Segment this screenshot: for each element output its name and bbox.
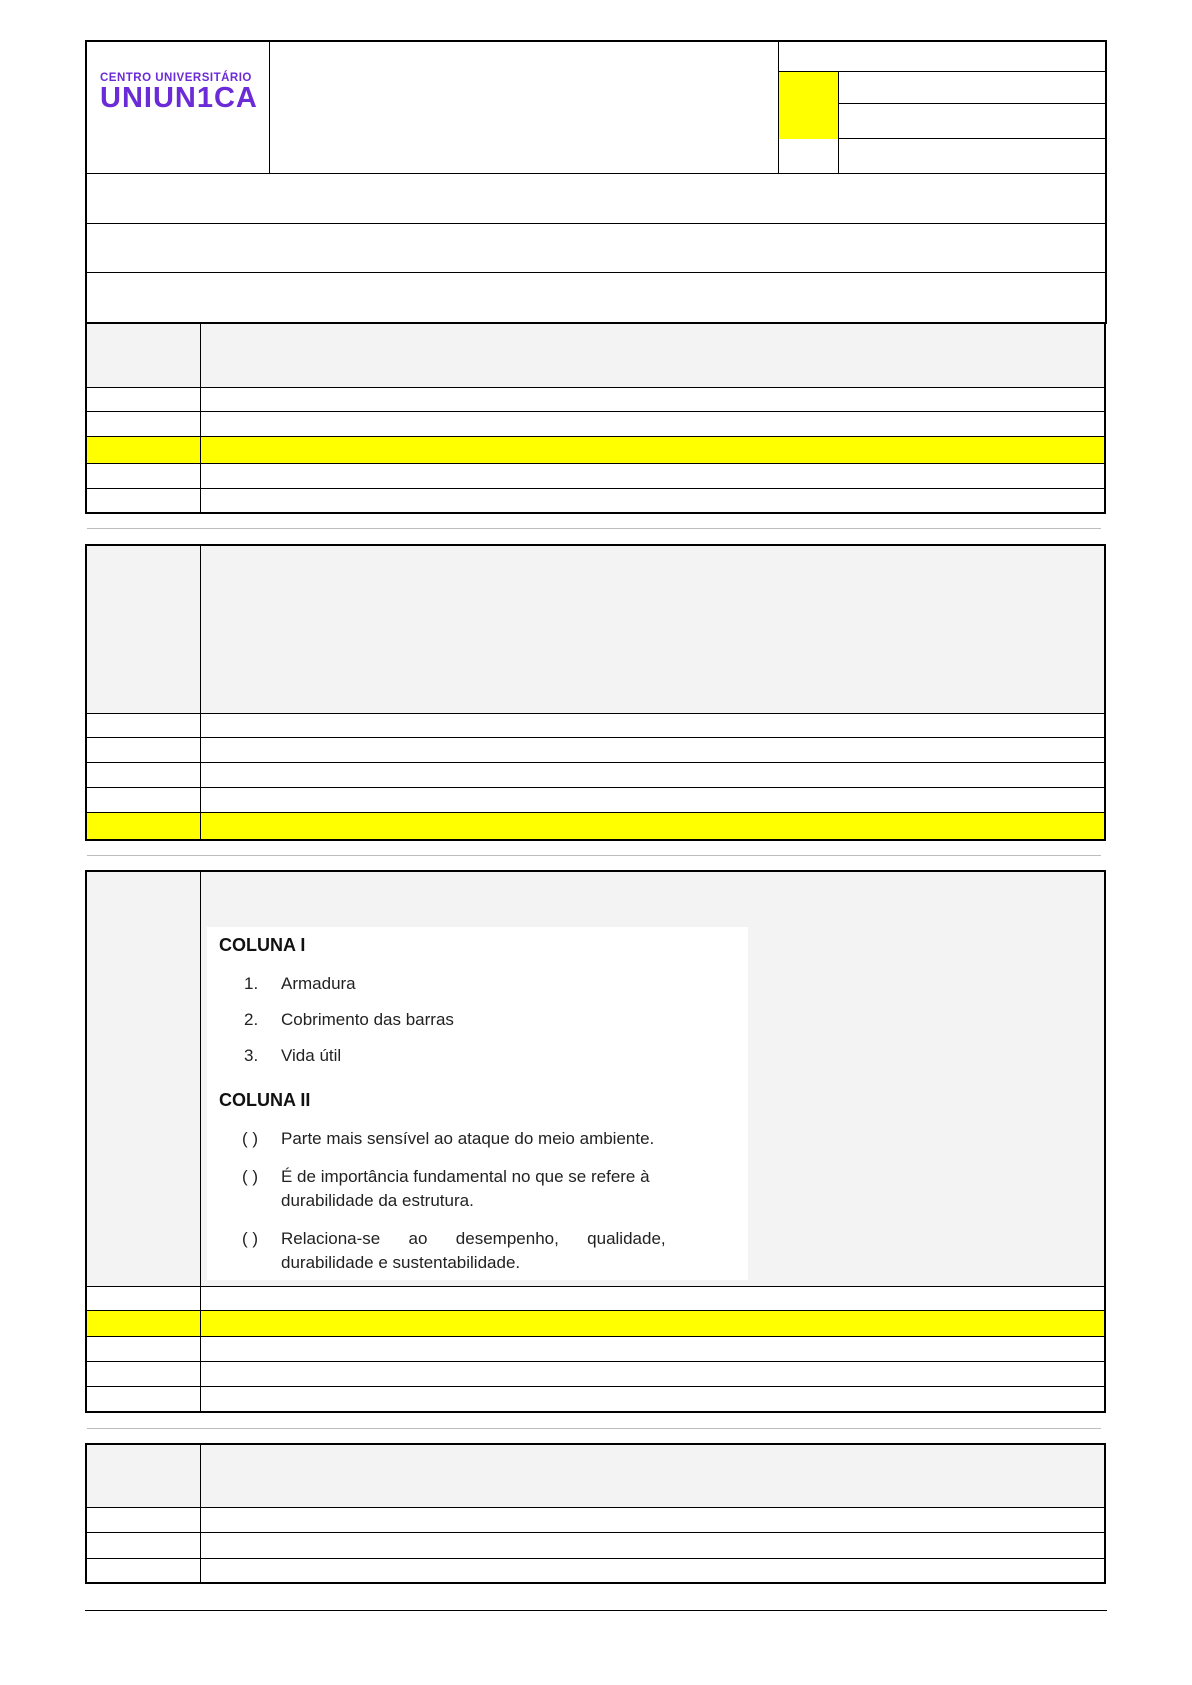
question-2-option-a[interactable] xyxy=(87,713,1104,738)
column-2-item-text: durabilidade da estrutura. xyxy=(281,1191,474,1210)
option-letter-cell xyxy=(87,1337,201,1361)
column-1-item-text: Cobrimento das barras xyxy=(281,1010,454,1029)
option-letter-cell xyxy=(87,1311,201,1336)
question-3-option-d[interactable] xyxy=(87,1362,1104,1387)
column-2-title: COLUNA II xyxy=(219,1090,311,1110)
column-2-item-text: Relaciona-se ao desempenho, qualidade, xyxy=(281,1229,666,1248)
header-band-1 xyxy=(85,173,1107,224)
header-title-cell xyxy=(269,40,779,174)
header-band-2 xyxy=(85,223,1107,273)
header-meta-top xyxy=(779,40,1107,72)
option-letter-cell xyxy=(87,788,201,812)
option-letter-cell xyxy=(87,412,201,436)
option-letter-cell xyxy=(87,1362,201,1386)
header-meta-key-3 xyxy=(779,139,839,174)
column-1-item-text: Armadura xyxy=(281,974,356,993)
question-4 xyxy=(85,1443,1106,1584)
question-1-statement xyxy=(87,324,1104,388)
question-3-option-c[interactable] xyxy=(87,1337,1104,1362)
question-4-option-a[interactable] xyxy=(87,1507,1104,1533)
question-1 xyxy=(85,322,1106,514)
option-letter-cell xyxy=(87,464,201,488)
option-letter-cell xyxy=(87,437,201,463)
question-4-statement xyxy=(87,1445,1104,1508)
option-letter-cell xyxy=(87,1559,201,1583)
option-letter-cell xyxy=(87,1533,201,1558)
question-2-option-d[interactable] xyxy=(87,788,1104,813)
separator xyxy=(87,528,1101,529)
option-letter-cell xyxy=(87,713,201,737)
header-meta-key-2 xyxy=(779,104,839,139)
question-3-option-b-highlighted[interactable] xyxy=(87,1311,1104,1337)
column-2-paren: ( ) xyxy=(242,1167,259,1186)
question-2 xyxy=(85,544,1106,841)
option-letter-cell xyxy=(87,387,201,411)
question-1-number-cell xyxy=(87,324,201,387)
column-2-item-text: É de importância fundamental no que se refere à xyxy=(281,1167,650,1186)
separator xyxy=(87,1428,1101,1429)
option-letter-cell xyxy=(87,1507,201,1532)
option-letter-cell xyxy=(87,738,201,762)
question-2-option-e-highlighted[interactable] xyxy=(87,813,1104,839)
question-2-statement xyxy=(87,546,1104,714)
logo: UNIUN1CA xyxy=(100,82,258,114)
question-3-option-e[interactable] xyxy=(87,1387,1104,1411)
option-letter-cell xyxy=(87,1286,201,1310)
question-1-option-d[interactable] xyxy=(87,464,1104,489)
column-2-item-text: Parte mais sensível ao ataque do meio ambiente. xyxy=(281,1129,655,1148)
column-2-item-text: durabilidade e sustentabilidade. xyxy=(281,1253,521,1272)
question-4-option-c[interactable] xyxy=(87,1559,1104,1583)
question-1-option-c-highlighted[interactable] xyxy=(87,437,1104,464)
column-2-paren: ( ) xyxy=(242,1129,259,1148)
column-1-item-number: 3. xyxy=(244,1046,259,1065)
option-letter-cell xyxy=(87,489,201,514)
column-1-item-number: 1. xyxy=(244,974,259,993)
header-meta-key-1 xyxy=(779,72,839,104)
column-1-item-text: Vida útil xyxy=(281,1046,342,1065)
column-2-paren: ( ) xyxy=(242,1229,259,1248)
question-3-option-a[interactable] xyxy=(87,1286,1104,1311)
header-band-3 xyxy=(85,272,1107,323)
logo-subtitle: CENTRO UNIVERSITÁRIO xyxy=(100,72,252,84)
question-2-number-cell xyxy=(87,546,201,713)
question-4-option-b[interactable] xyxy=(87,1533,1104,1559)
question-3-number-cell xyxy=(87,872,201,1286)
column-1-title: COLUNA I xyxy=(219,935,306,955)
question-1-option-e[interactable] xyxy=(87,489,1104,514)
separator xyxy=(87,855,1101,856)
option-letter-cell xyxy=(87,1387,201,1411)
question-2-option-b[interactable] xyxy=(87,738,1104,763)
column-1-item-number: 2. xyxy=(244,1010,259,1029)
question-3-image xyxy=(207,927,748,1280)
question-1-option-b[interactable] xyxy=(87,412,1104,437)
question-1-option-a[interactable] xyxy=(87,387,1104,412)
option-letter-cell xyxy=(87,763,201,787)
question-4-number-cell xyxy=(87,1445,201,1507)
option-letter-cell xyxy=(87,813,201,839)
footer-rule xyxy=(85,1610,1107,1611)
question-2-option-c[interactable] xyxy=(87,763,1104,788)
